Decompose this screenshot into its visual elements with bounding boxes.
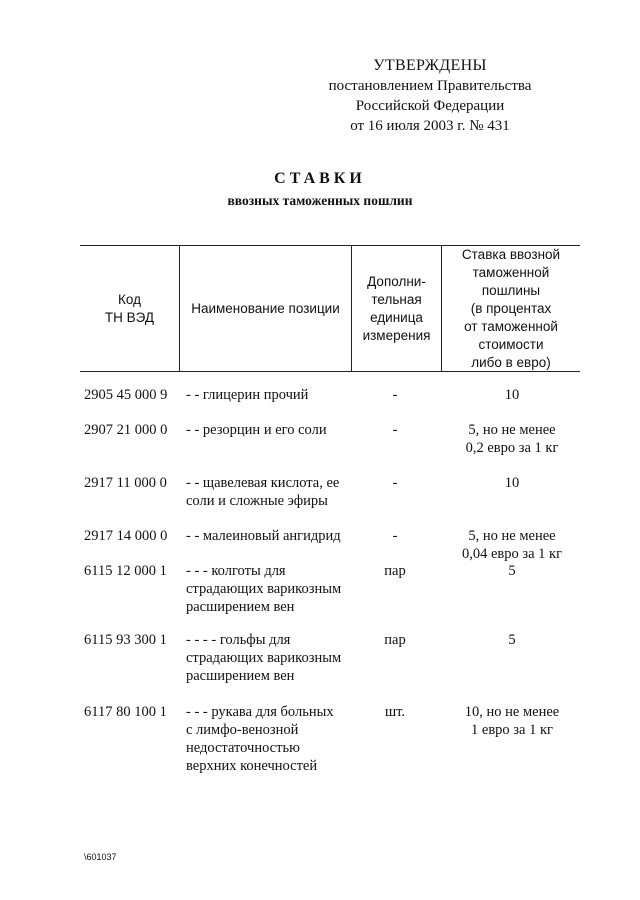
row-rate [442,527,582,563]
row-code: 6117 80 100 1 [84,704,167,720]
row-rate-line: 10, но не менее [464,704,560,720]
approval-block [300,56,560,136]
document-title: СТАВКИ [274,170,366,187]
row-unit: - [392,528,398,544]
row-unit: - [392,387,398,403]
row-code: 6115 93 300 1 [84,632,167,648]
header-unit-line: измерения [362,327,431,343]
header-code-line: Код [118,291,141,307]
row-rate-line: 5, но не менее [468,422,556,438]
row-rate-line: 5 [508,632,516,648]
row-rate-line: 5, но не менее [468,528,556,544]
header-rate-line: (в процентах [470,300,552,316]
row-rate [442,474,582,492]
row-name-line: недостаточностью [186,740,300,756]
row-rate [442,703,582,739]
row-name-line: - - резорцин и его соли [186,422,327,438]
document-subtitle: ввозных таможенных пошлин [227,193,413,208]
header-unit [352,246,441,371]
row-name-line: - - малеиновый ангидрид [186,528,341,544]
header-unit-line: Дополни- [367,273,426,289]
row-rate-line: 0,2 евро за 1 кг [465,440,559,456]
row-rate-line: 10 [504,475,520,491]
row-rate-line: 10 [504,387,520,403]
row-name [186,386,366,404]
approval-line: от 16 июля 2003 г. № 431 [350,118,510,134]
header-rate-line: Ставка ввозной [461,246,561,262]
row-rate [442,562,582,580]
row-name [186,474,366,510]
approval-heading: УТВЕРЖДЕНЫ [373,57,487,74]
header-rate [442,246,580,371]
row-name-line: страдающих варикозным [186,650,342,666]
row-rate-line: 5 [508,563,516,579]
row-name-line: верхних конечностей [186,758,318,774]
row-name [186,421,366,439]
row-code: 2907 21 000 0 [84,422,168,438]
row-name [186,527,366,545]
header-rate-line: от таможенной [464,318,558,334]
row-name-line: - - - рукава для больных [186,704,334,720]
row-code: 2905 45 000 9 [84,387,168,403]
header-name [180,246,351,371]
row-unit: пар [384,632,406,648]
header-rate-line: стоимости [478,336,544,352]
row-code: 2917 11 000 0 [84,475,167,491]
row-name [186,562,366,616]
header-rate-line: пошлины [481,282,541,298]
row-name-line: расширением вен [186,668,295,684]
approval-line: постановлением Правительства [328,78,532,94]
approval-line: Российской Федерации [355,98,505,114]
row-rate-line: 0,04 евро за 1 кг [461,546,563,562]
header-code-line: ТН ВЭД [104,309,155,325]
row-name-line: - - - колготы для [186,563,286,579]
row-unit: - [392,422,398,438]
header-rate-line: таможенной [472,264,550,280]
header-code [80,246,179,371]
row-unit: пар [384,563,406,579]
row-name [186,631,366,685]
header-unit-line: тельная [371,291,422,307]
document-footer-code: \601037 [84,852,117,862]
row-name-line: страдающих варикозным [186,581,342,597]
header-unit-line: единица [370,309,423,325]
row-name-line: - - глицерин прочий [186,387,309,403]
row-rate-line: 1 евро за 1 кг [471,722,553,738]
row-name-line: с лимфо-венозной [186,722,299,738]
row-name-line: расширением вен [186,599,295,615]
row-name-line: - - щавелевая кислота, ее [186,475,340,491]
header-rate-line: либо в евро) [471,354,551,370]
header-name-text: Наименование позиции [191,300,340,316]
row-name-line: соли и сложные эфиры [186,493,328,509]
row-name [186,703,366,775]
row-rate [442,631,582,649]
row-rate [442,421,582,457]
row-name-line: - - - - гольфы для [186,632,291,648]
row-code: 2917 14 000 0 [84,528,168,544]
row-rate [442,386,582,404]
row-unit: шт. [384,704,406,720]
row-unit: - [392,475,398,491]
row-code: 6115 12 000 1 [84,563,167,579]
